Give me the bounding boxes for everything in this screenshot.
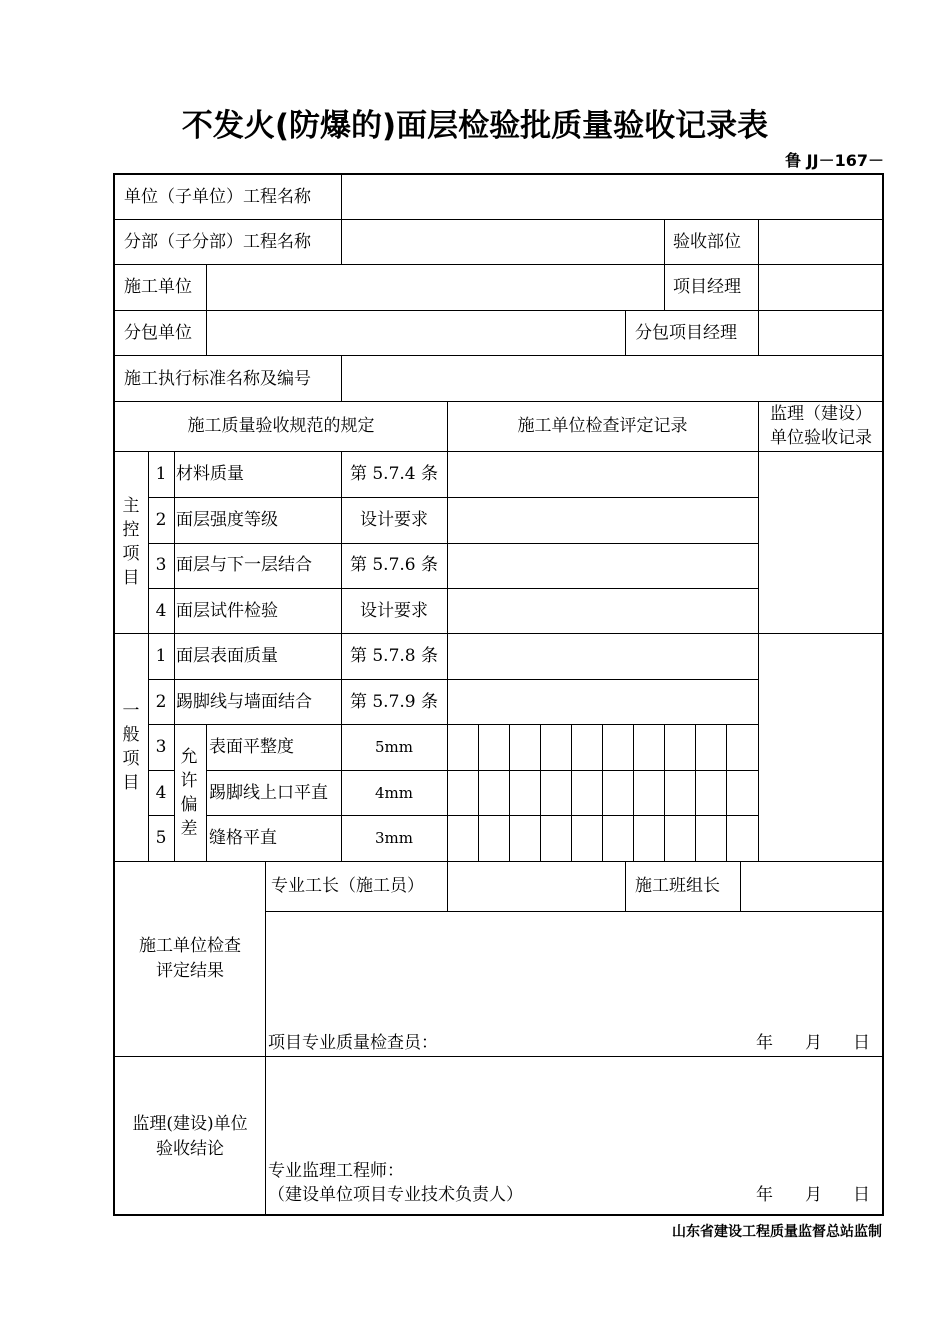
team-leader-label: 施工班组长	[635, 876, 720, 896]
general-item-req: 第 5.7.9 条	[349, 692, 439, 712]
subdivision-label: 分部（子分部）工程名称	[124, 232, 311, 252]
main-item-req: 第 5.7.6 条	[349, 555, 439, 575]
general-item-no: 5	[155, 828, 167, 848]
contractor-record-header: 施工单位检查评定记录	[517, 416, 688, 436]
general-item-name: 踢脚线上口平直	[209, 783, 328, 803]
sub-project-manager-label: 分包项目经理	[635, 323, 737, 343]
general-item-req: 3mm	[375, 829, 413, 847]
supervision-label-line2: 验收结论	[156, 1139, 224, 1159]
quality-inspector-label: 项目专业质量检查员：	[268, 1033, 438, 1053]
general-item-name: 缝格平直	[209, 828, 277, 848]
general-item-no: 4	[155, 783, 167, 803]
supervising-engineer-label: 专业监理工程师：	[268, 1161, 404, 1181]
page-title: 不发火(防爆的)面层检验批质量验收记录表	[181, 108, 769, 144]
general-item-req: 第 5.7.8 条	[349, 646, 439, 666]
allowed-deviation-label: 允 许 偏 差	[180, 747, 198, 839]
contractor-label: 施工单位	[124, 277, 192, 297]
supervisor-header-line2: 单位验收记录	[770, 428, 872, 448]
inspection-label-line1: 施工单位检查	[139, 936, 241, 956]
inspection-year: 年	[756, 1033, 773, 1053]
inspection-label-line2: 评定结果	[156, 961, 224, 981]
owner-representative-label: （建设单位项目专业技术负责人）	[268, 1185, 523, 1205]
spec-column-header: 施工质量验收规范的规定	[187, 416, 375, 436]
general-item-name: 踢脚线与墙面结合	[176, 692, 312, 712]
main-item-req: 设计要求	[360, 601, 428, 621]
main-item-name: 材料质量	[176, 464, 244, 484]
general-item-name: 面层表面质量	[176, 646, 278, 666]
supervision-day: 日	[853, 1185, 870, 1205]
unit-name-label: 单位（子单位）工程名称	[124, 187, 311, 207]
general-item-name: 表面平整度	[209, 737, 294, 757]
main-control-label: 主 控 项 目	[122, 496, 140, 588]
general-item-no: 3	[155, 737, 167, 757]
main-item-name: 面层与下一层结合	[176, 555, 312, 575]
acceptance-part-label: 验收部位	[673, 232, 741, 252]
foreman-label: 专业工长（施工员）	[271, 876, 424, 896]
main-item-req: 第 5.7.4 条	[349, 464, 439, 484]
project-manager-label: 项目经理	[673, 277, 741, 297]
general-items-label: 一 般 项 目	[122, 701, 140, 793]
supervision-month: 月	[805, 1185, 822, 1205]
standard-label: 施工执行标准名称及编号	[124, 369, 311, 389]
general-item-no: 1	[155, 646, 167, 666]
supervisor-header-line1: 监理（建设）	[770, 404, 872, 424]
form-code: 鲁 JJ－167－	[785, 151, 884, 170]
main-item-no: 2	[155, 510, 167, 530]
supervision-year: 年	[756, 1185, 773, 1205]
main-item-no: 1	[155, 464, 167, 484]
general-item-no: 2	[155, 692, 167, 712]
inspection-month: 月	[805, 1033, 822, 1053]
form-table	[113, 173, 884, 1216]
main-item-no: 3	[155, 555, 167, 575]
main-item-no: 4	[155, 601, 167, 621]
issuer-footer: 山东省建设工程质量监督总站监制	[672, 1224, 882, 1240]
main-item-name: 面层强度等级	[176, 510, 278, 530]
main-item-name: 面层试件检验	[176, 601, 278, 621]
main-item-req: 设计要求	[360, 510, 428, 530]
subcontractor-label: 分包单位	[124, 323, 192, 343]
general-item-req: 4mm	[375, 784, 413, 802]
general-item-req: 5mm	[375, 738, 413, 756]
supervision-label-line1: 监理(建设)单位	[132, 1114, 248, 1134]
inspection-day: 日	[853, 1033, 870, 1053]
